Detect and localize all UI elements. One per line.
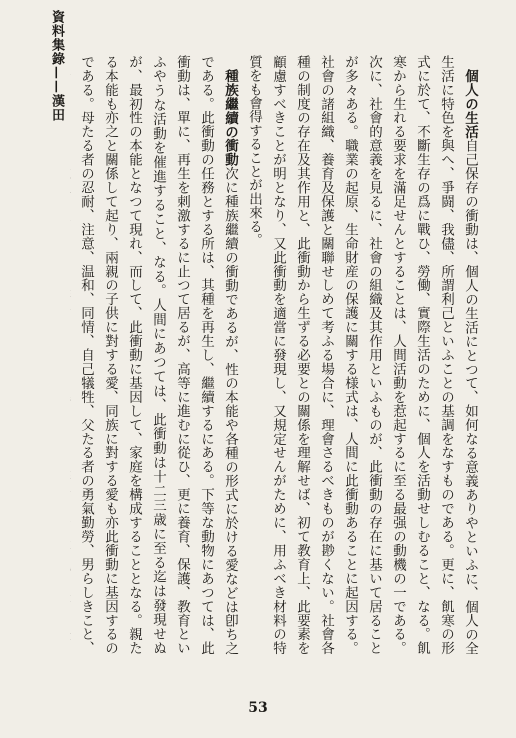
page-number: 53 bbox=[248, 700, 268, 716]
paragraph-species-continuation bbox=[70, 55, 242, 655]
paragraph-text: 自己保存の衝動は、個人の生活にとつて、如何なる意義ありやといふに、個人の全生活に特色を與へ、爭闘、我儘、所謂利己といふことの基調をなすものである。更に、飢寒の形式に於て、不斷生存の爲に戰ひ、勞働、實際生活のために、個人を活動せしむること、なる。飢寒から生れる要求を滿足せんとすることは、人間活動を惹起するに至る最强の動機の一である。次に、社會的意義を見るに、社會の組織及其作用といふものが、此衝動の存在に基いて居ることが多々ある。職業の起原、生命財産の保護に關する様式は、人間に此衝動あることに起因する。社會の諸組織、養育及保護と關聯せしめて考ふる場合に、理會さるべきものが尠くない。社會各種の制度の存在及其作用と、此衝動から生ずる必要との關係を理解せば、初て教育上、此要素を顧慮すべきことが明となり、又此衝動を適當に發現し、又規定せんがために、用ふべき材料の特質をも會得することが出來る。 bbox=[246, 55, 478, 655]
keyword-individual-life: 個人の生活 bbox=[462, 68, 478, 139]
body-text bbox=[70, 55, 482, 655]
paragraph-text: 次に種族繼續の衝動であるが、性の本能や各種の形式に於ける愛などは卽ち之である。此衝動の任務とする所は、其種を再生し、繼續するにある。下等な動物にあつては、此衝動は、單に、再生を刺激するに止つて居るが、高等に進むに從ひ、更に養育、保護、教育といふやうな活動を催進すること、なる。人間にあつては、此衝動は十二三歳に至る迄は發現せぬが、最初性の本能となつて現れ、而して、此衝動に基因して、家庭を構成することとなる。親たる本能も亦之と關係して起り、兩親の子供に對する愛、同族に對する愛も亦此衝動に基因するのである。母たる者の忍耐、注意、温和、同情、自己犠牲、父たる者の勇氣勤勞、男らしきこと、 bbox=[78, 55, 238, 655]
keyword-species-continuation: 種族繼續の衝動 bbox=[222, 68, 238, 167]
paragraph-self-preservation bbox=[242, 55, 482, 655]
running-head: 資料集錄——漢田 bbox=[49, 10, 64, 122]
